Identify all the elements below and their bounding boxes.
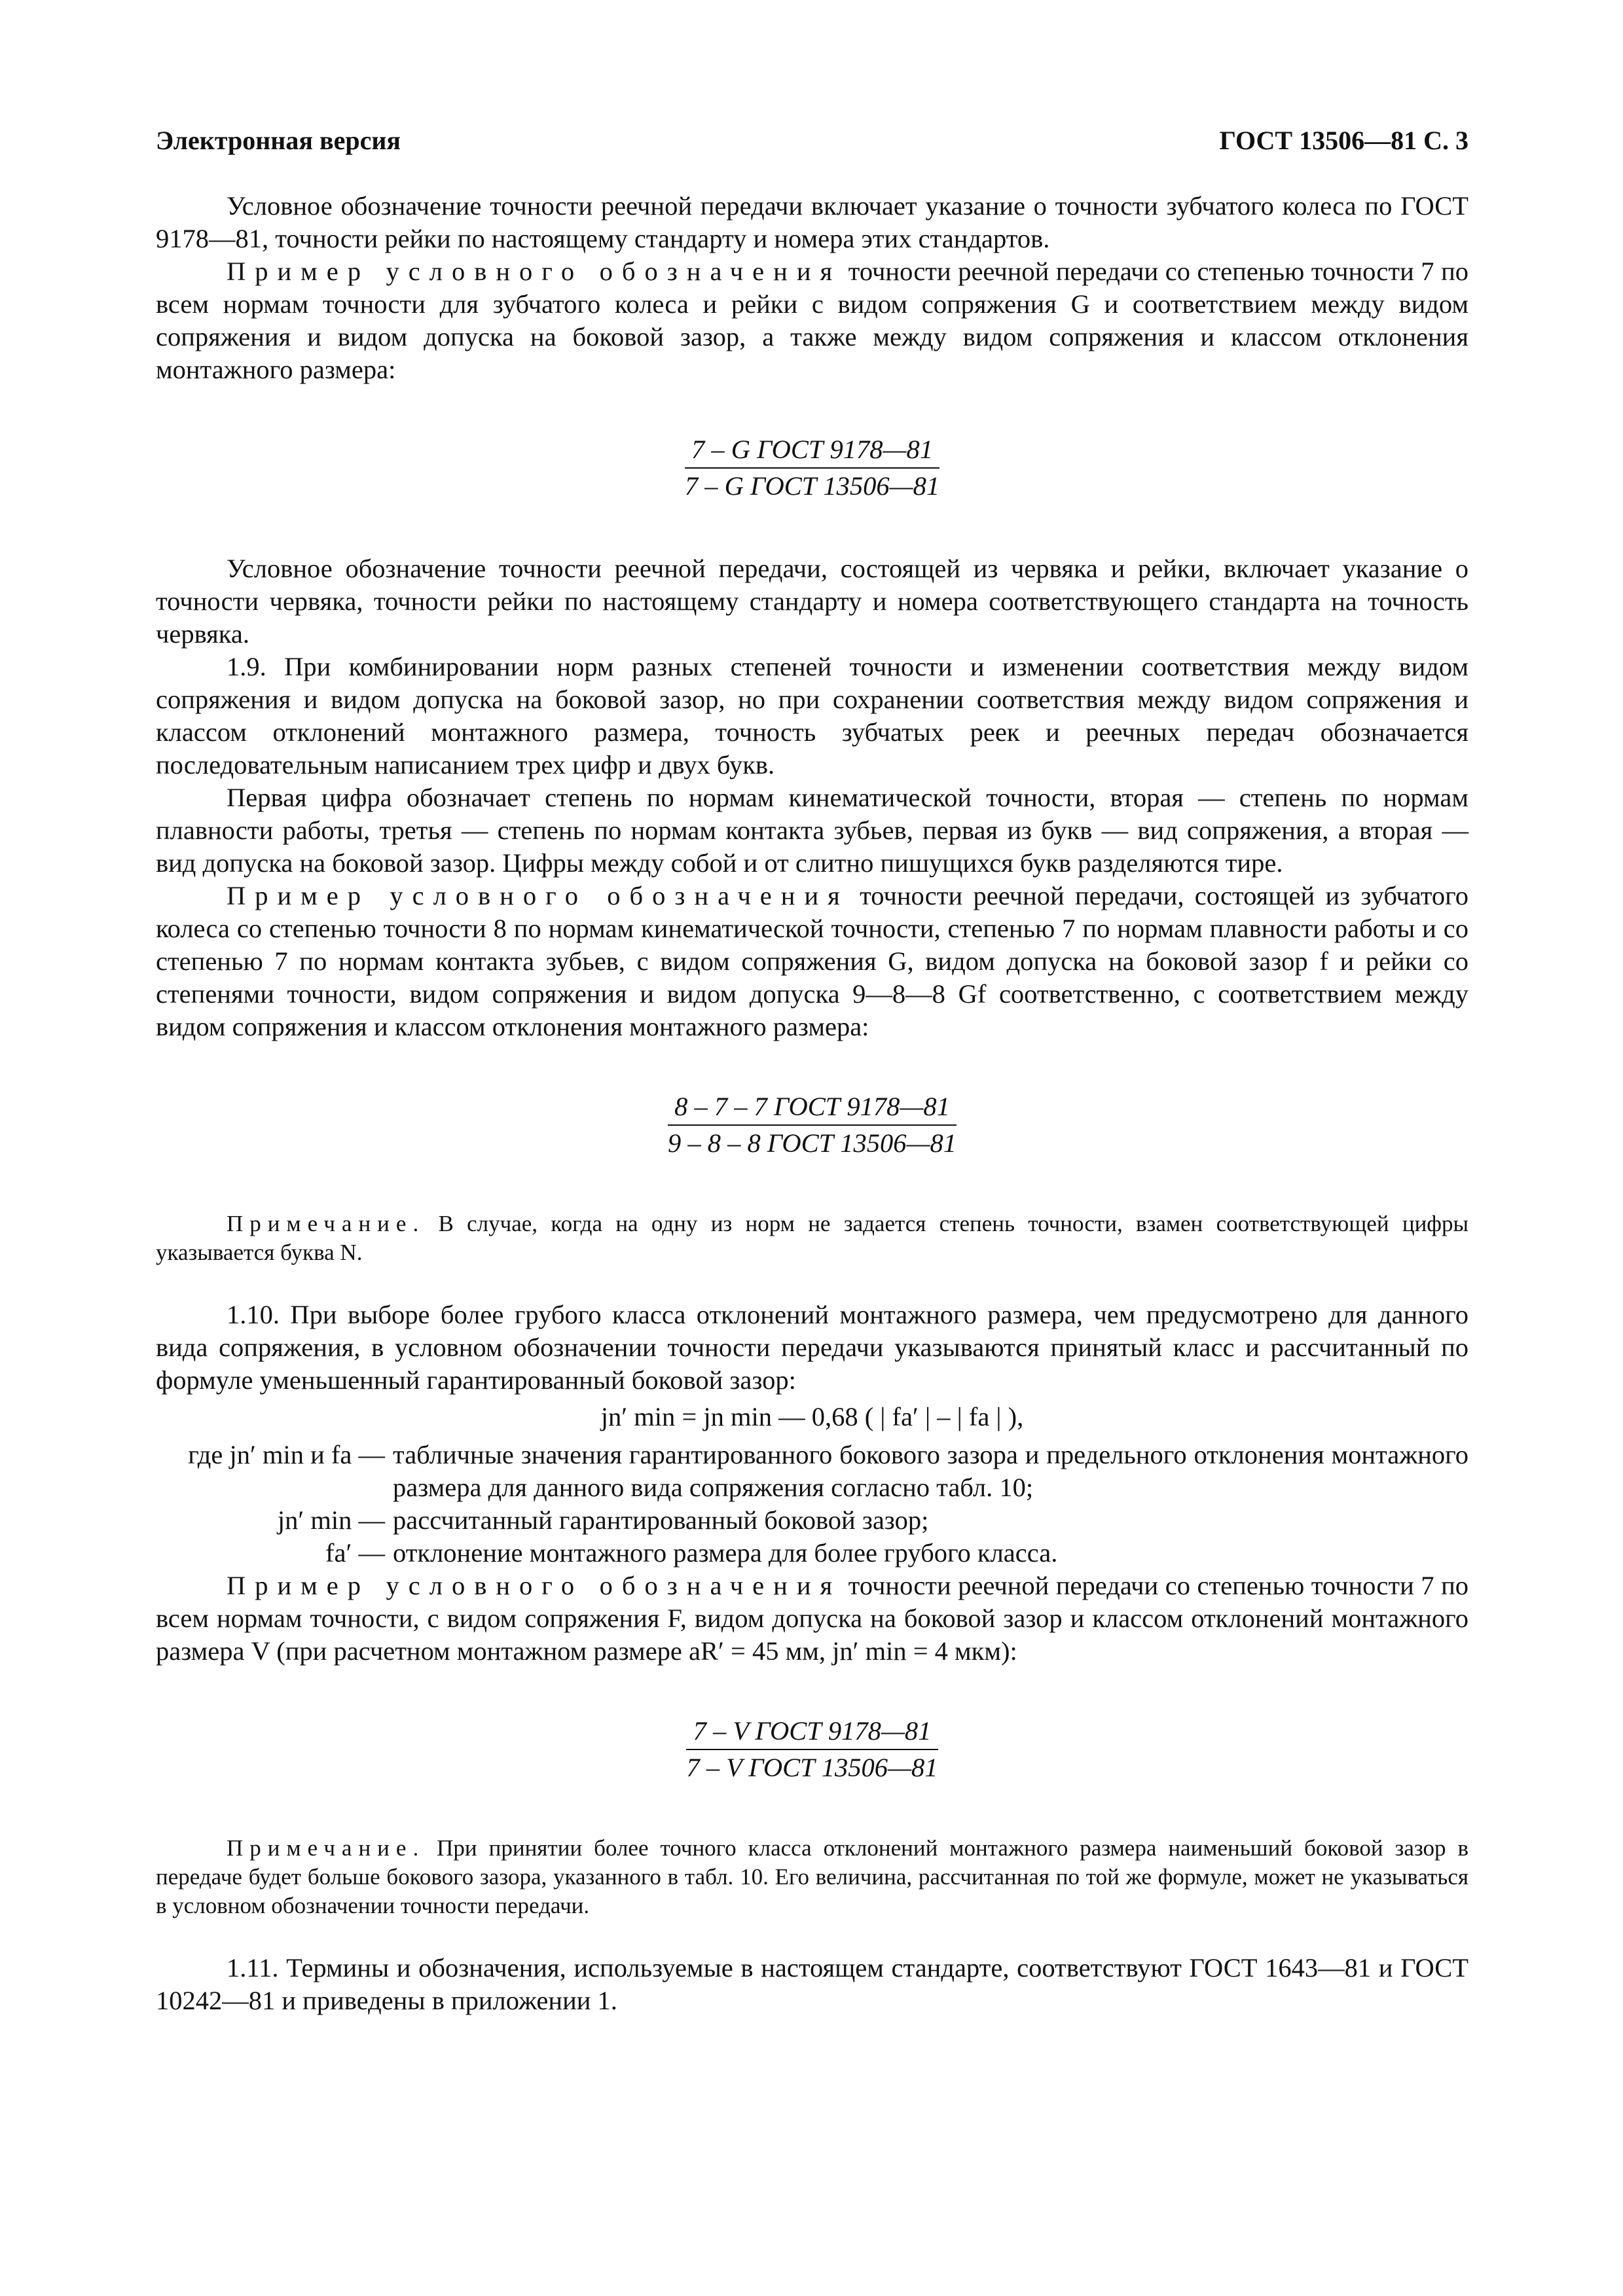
paragraph-4: 1.9. При комбинировании норм разных степеней точности и изменении соответствия между видом сопряжения и видом допуска на боковой зазор, но при сохранении соответствия между видом сопряжения и классом отклонений монтажного размера, точность зубчатых реек и реечных передач обозначается последовательным написанием трех цифр и двух букв. — [156, 652, 1468, 780]
paragraph-3: Условное обозначение точности реечной передачи, состоящей из червяка и рейки, включает указание о точности червяка, точности рейки по настоящему стандарту и номера соответствующего стандарта на точность червяка. — [156, 554, 1468, 649]
formula-2-numerator: 8 – 7 – 7 ГОСТ 9178—81 — [668, 1090, 957, 1126]
paragraph-8-text: точности реечной передачи со степенью точности 7 по всем нормам точности, с видом сопряжения F, видом допуска на боковой зазор и классом отклонений монтажного размера V (при расчетном монтажном размере aR′ = 45 мм, jn′ min = 4 мкм): — [156, 1571, 1468, 1666]
equation: jn′ min = jn min — 0,68 ( | fa′ | – | fa | ), — [600, 1402, 1024, 1431]
where-text: рассчитанный гарантированный боковой зазор; — [393, 1505, 929, 1535]
header-left: Электронная версия — [156, 126, 401, 155]
formula-3-denominator: 7 – V ГОСТ 13506—81 — [686, 1753, 938, 1782]
where-row — [156, 1537, 1468, 1570]
where-row — [156, 1504, 1468, 1537]
formula-2-denominator: 9 – 8 – 8 ГОСТ 13506—81 — [667, 1128, 957, 1158]
formula-1-numerator: 7 – G ГОСТ 9178—81 — [685, 433, 939, 469]
example-label: Пример условного обозначения — [227, 881, 849, 910]
note-label: Примечание. — [227, 1835, 426, 1861]
paragraph-5: Первая цифра обозначает степень по нормам кинематической точности, вторая — степень по нормам плавности работы, третья — степень по нормам контакта зубьев, первая из букв — вид сопряжения, а вторая — вид допуска на боковой зазор. Цифры между собой и от слитно пишущихся букв разделяются тире. — [156, 783, 1468, 878]
formula-2 — [156, 1090, 1468, 1160]
formula-3-numerator: 7 – V ГОСТ 9178—81 — [686, 1715, 938, 1750]
paragraph-6-text: точности реечной передачи, состоящей из зубчатого колеса со степенью точности 8 по нормам кинематической точности, степенью 7 по нормам плавности работы и со степенью 7 по нормам контакта зубьев, с видом сопряжения G, видом допуска на боковой зазор f и рейки со степенями точности, видом сопряжения и видом допуска 9—8—8 Gf соответственно, с соответствием между видом сопряжения и классом отклонения монтажного размера: — [156, 881, 1468, 1041]
where-label: jn′ min — — [277, 1505, 385, 1535]
note-1 — [156, 1210, 1468, 1267]
note-2-text: При принятии более точного класса отклонений монтажного размера наименьший боковой зазор в передаче будет больше бокового зазора, указанного в табл. 10. Его величина, рассчитанная по той же формуле, может не указываться в условном обозначении точности передачи. — [156, 1835, 1468, 1918]
paragraph-2 — [156, 255, 1468, 386]
page-header — [156, 124, 1468, 160]
header-right: ГОСТ 13506—81 С. 3 — [1219, 126, 1468, 155]
formula-1 — [156, 433, 1468, 503]
where-list — [156, 1439, 1468, 1570]
note-label: Примечание. — [227, 1211, 426, 1236]
paragraph-6 — [156, 880, 1468, 1043]
where-label: где jn′ min и fa — — [188, 1440, 385, 1469]
note-2 — [156, 1834, 1468, 1920]
paragraph-2-text: точности реечной передачи со степенью точности 7 по всем нормам точности для зубчатого колеса и рейки с видом сопряжения G и соответствием между видом сопряжения и видом допуска на боковой зазор, а также между видом сопряжения и классом отклонения монтажного размера: — [156, 257, 1468, 384]
document-page — [156, 124, 1468, 2017]
where-row — [156, 1439, 1468, 1504]
paragraph-8 — [156, 1570, 1468, 1668]
where-text: отклонение монтажного размера для более грубого класса. — [393, 1538, 1058, 1568]
paragraph-1: Условное обозначение точности реечной передачи включает указание о точности зубчатого колеса по ГОСТ 9178—81, точности рейки по настоящему стандарту и номера этих стандартов. — [156, 191, 1468, 253]
note-1-text: В случае, когда на одну из норм не задается степень точности, взамен соответствующей цифры указывается буква N. — [156, 1211, 1468, 1265]
where-label: fa′ — — [325, 1538, 385, 1568]
example-label: Пример условного обозначения — [227, 257, 842, 286]
paragraph-9: 1.11. Термины и обозначения, используемые в настоящем стандарте, соответствуют ГОСТ 1643—81 и ГОСТ 10242—81 и приведены в приложении 1. — [156, 1953, 1468, 2015]
where-text: табличные значения гарантированного бокового зазора и предельного отклонения монтажного размера для данного вида сопряжения согласно табл. 10; — [393, 1440, 1468, 1502]
formula-3 — [156, 1715, 1468, 1784]
paragraph-7: 1.10. При выборе более грубого класса отклонений монтажного размера, чем предусмотрено для данного вида сопряжения, в условном обозначении точности передачи указываются принятый класс и рассчитанный по формуле уменьшенный гарантированный боковой зазор: — [156, 1300, 1468, 1395]
formula-1-denominator: 7 – G ГОСТ 13506—81 — [684, 471, 940, 501]
example-label: Пример условного обозначения — [227, 1571, 842, 1600]
